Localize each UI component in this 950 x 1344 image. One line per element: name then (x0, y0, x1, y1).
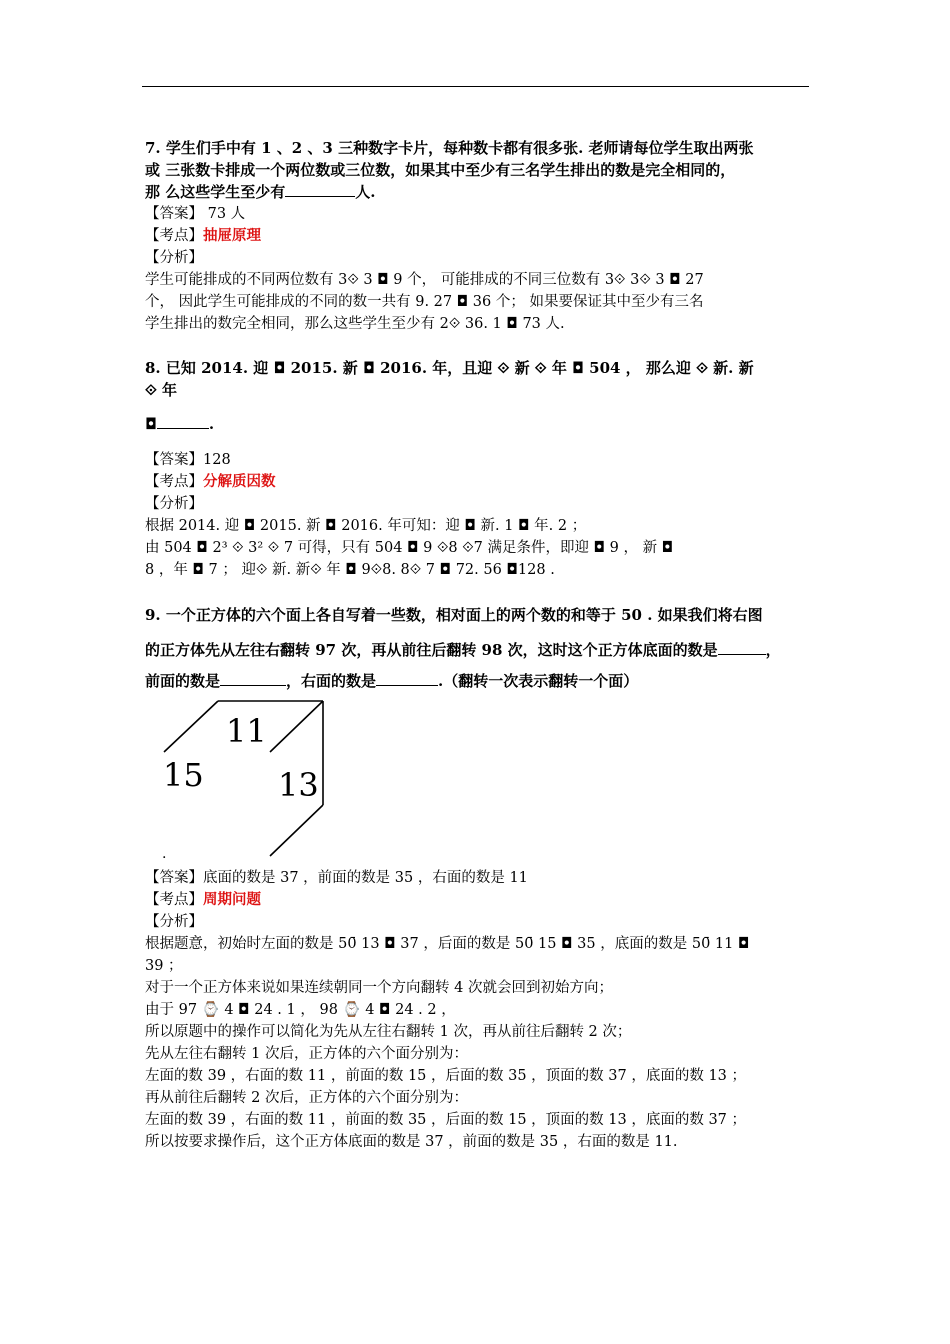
q7-analysis-1: 学生可能排成的不同两位数有 3⟐ 3 ◘ 9 个， 可能排成的不同三位数有 3⟐ 3⟐ 3 ◘ 27 (145, 272, 704, 288)
q9-right-blank (376, 671, 438, 686)
q9-front-blank (220, 671, 286, 686)
q8-answer: 【答案】128 (145, 452, 231, 468)
q8-line-3-symbol: ◘ (145, 415, 157, 433)
q8-analysis-3: 8 ，年 ◘ 7 ； 迎⟐ 新. 新⟐ 年 ◘ 9⟐8. 8⟐ 7 ◘ 72. 56 ◘128 . (145, 562, 555, 578)
q8-answer-blank (157, 414, 209, 429)
q8-kaodian (145, 472, 276, 492)
cube-edge-top-front (270, 701, 323, 752)
q9-kaodian (145, 890, 261, 910)
q7-fenxi: 【分析】 (145, 250, 203, 266)
q7-analysis-3: 学生排出的数完全相同，那么这些学生至少有 2⟐ 36. 1 ◘ 73 人. (145, 316, 565, 332)
q9-line-1: 9. 一个正方体的六个面上各自写着一些数，相对面上的两个数的和等于 50 . 如果我们将右图 (145, 606, 763, 624)
cube-edge-right-bottom (270, 805, 323, 856)
q9-analysis-10: 所以按要求操作后，这个正方体底面的数是 37 ，前面的数是 35 ，右面的数是 11. (145, 1134, 678, 1150)
q9-fenxi: 【分析】 (145, 914, 203, 930)
q7-line-3 (145, 182, 375, 202)
q7-line-3-end: 人. (355, 183, 376, 201)
q9-line-2-end: ， (765, 641, 781, 659)
q7-line-2: 或 三张数卡排成一个两位数或三位数，如果其中至少有三名学生排出的数是完全相同的， (145, 161, 736, 179)
q8-kaodian-topic: 分解质因数 (203, 473, 276, 490)
q9-kaodian-label: 【考点】 (145, 892, 203, 908)
q9-line-3-mid: ，右面的数是 (286, 672, 377, 690)
q9-analysis-1: 根据题意，初始时左面的数是 50̄ 13 ◘ 37 ，后面的数是 50̄ 15 ◘ 35 ，底面的数是 50̄ 11 ◘ (145, 936, 750, 952)
cube-dot: . (162, 846, 167, 862)
q9-kaodian-topic: 周期问题 (203, 891, 261, 908)
q7-kaodian-topic: 抽屉原理 (203, 227, 261, 244)
q9-line-3 (145, 671, 638, 691)
q8-analysis-2: 由 504 ◘ 2³ ⟐ 3² ⟐ 7 可得，只有 504 ◘ 9 ⟐8 ⟐7 满足条件，即迎 ◘ 9 ， 新 ◘ (145, 540, 674, 556)
header-rule (142, 86, 809, 87)
q9-analysis-3: 对于一个正方体来说如果连续朝同一个方向翻转 4 次就会回到初始方向； (145, 980, 613, 996)
q9-answer: 【答案】底面的数是 37 ，前面的数是 35 ，右面的数是 11 (145, 870, 528, 886)
q8-fenxi: 【分析】 (145, 496, 203, 512)
q8-line-3 (145, 414, 214, 434)
q9-bottom-blank (718, 640, 766, 655)
q9-line-2 (145, 640, 781, 660)
q9-analysis-5: 所以原题中的操作可以简化为先从左往右翻转 1 次，再从前往后翻转 2 次； (145, 1024, 632, 1040)
q9-analysis-7: 左面的数 39 ，右面的数 11 ，前面的数 15 ，后面的数 35 ，顶面的数 37 ，底面的数 13 ； (145, 1068, 747, 1084)
q9-line-3-text: 前面的数是 (145, 672, 221, 690)
cube-left-number: 15 (163, 756, 204, 794)
q7-kaodian-label: 【考点】 (145, 228, 203, 244)
q7-line-3-text: 那 么这些学生至少有 (145, 183, 286, 201)
q9-analysis-6: 先从左往右翻转 1 次后，正方体的六个面分别为： (145, 1046, 468, 1062)
q7-kaodian (145, 226, 261, 246)
q7-answer-blank (285, 182, 355, 197)
q8-kaodian-label: 【考点】 (145, 474, 203, 490)
cube-figure (160, 698, 330, 863)
q9-line-2-text: 的正方体先从左往右翻转 97 次，再从前往后翻转 98 次，这时这个正方体底面的数是 (145, 641, 718, 659)
q9-analysis-8: 再从前往后翻转 2 次后，正方体的六个面分别为： (145, 1090, 468, 1106)
cube-right-number: 13 (278, 766, 319, 804)
q7-answer: 【答案】 73 人 (145, 206, 246, 222)
q9-analysis-2: 39 ； (145, 958, 183, 974)
q9-analysis-4: 由于 97 ⌚ 4 ◘ 24 . 1 ， 98 ⌚ 4 ◘ 24 . 2 ， (145, 1002, 456, 1018)
q7-line-1: 7. 学生们手中有 1 、2 、3 三种数字卡片，每种数卡都有很多张. 老师请每位学生取出两张 (145, 139, 754, 157)
q8-line-2: ⟐ 年 (145, 381, 178, 399)
q7-analysis-2: 个， 因此学生可能排成的不同的数一共有 9. 27 ◘ 36 个； 如果要保证其中至少有三名 (145, 294, 704, 310)
q9-analysis-9: 左面的数 39 ，右面的数 11 ，前面的数 35 ，后面的数 15 ，顶面的数 13 ，底面的数 37 ； (145, 1112, 747, 1128)
q8-line-3-end: . (208, 415, 215, 433)
cube-top-number: 11 (226, 712, 267, 750)
q9-line-3-end: .（翻转一次表示翻转一个面） (438, 672, 639, 690)
q8-line-1: 8. 已知 2014. 迎 ◘ 2015. 新 ◘ 2016. 年，且迎 ⟐ 新 ⟐ 年 ◘ 504 ， 那么迎 ⟐ 新. 新 (145, 359, 754, 377)
q8-analysis-1: 根据 2014. 迎 ◘ 2015. 新 ◘ 2016. 年可知：迎 ◘ 新. 1 ◘ 年. 2 ； (145, 518, 587, 534)
cube-edge-top-left (164, 701, 218, 752)
